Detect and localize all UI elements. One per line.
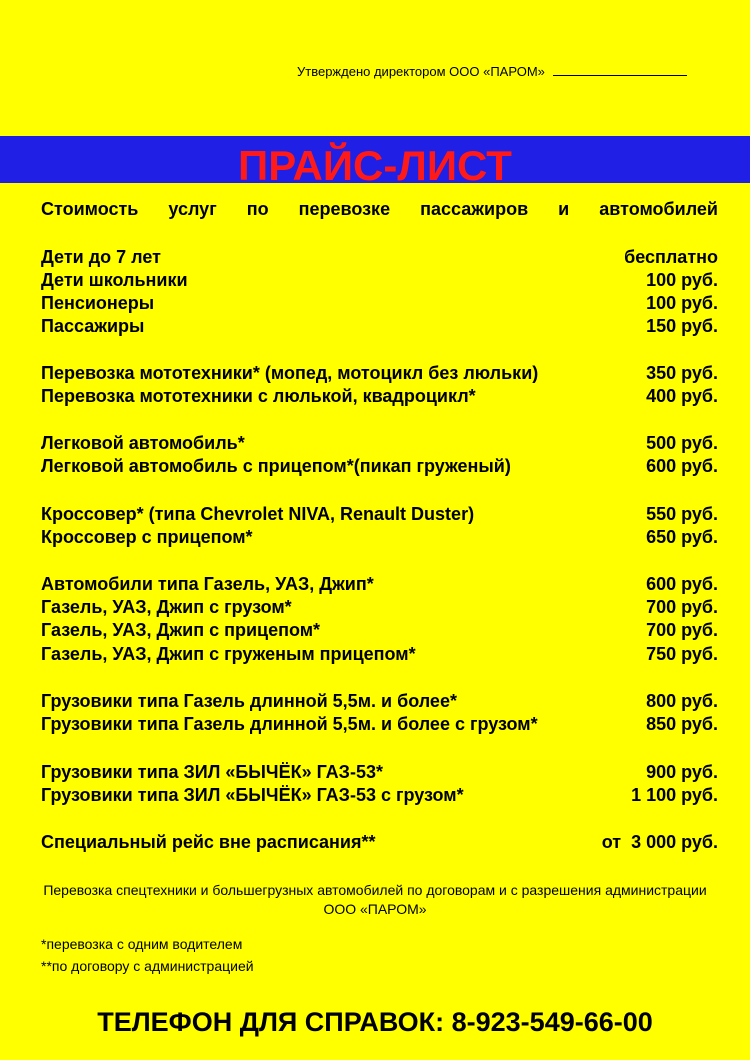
service-name: Легковой автомобиль* [41, 433, 245, 453]
special-transport-note: Перевозка спецтехники и большегрузных автомобилей по договорам и с разрешения администрации ООО «ПАРОМ» [43, 882, 707, 917]
approval-text: Утверждено директором ООО «ПАРОМ» [297, 64, 545, 79]
service-price: 650 руб. [646, 527, 718, 547]
price-row [41, 503, 718, 526]
service-price: 1 100 руб. [631, 785, 718, 805]
price-row [41, 596, 718, 619]
service-price: 350 руб. [646, 363, 718, 383]
price-row [41, 315, 718, 338]
service-price: 700 руб. [646, 597, 718, 617]
approval-line [297, 64, 687, 79]
service-price: 500 руб. [646, 433, 718, 453]
price-row [41, 385, 718, 408]
service-name: Грузовики типа ЗИЛ «БЫЧЁК» ГАЗ-53* [41, 762, 383, 782]
price-row [41, 246, 718, 269]
service-name: Пассажиры [41, 316, 145, 336]
price-row [41, 362, 718, 385]
service-price: бесплатно [624, 247, 718, 267]
signature-line [553, 65, 687, 76]
price-row [41, 526, 718, 549]
service-name: Кроссовер* (типа Chevrolet NIVA, Renault Duster) [41, 504, 475, 524]
service-name: Перевозка мототехники с люлькой, квадроцикл* [41, 386, 476, 406]
service-name: Специальный рейс вне расписания** [41, 832, 376, 852]
service-price: 850 руб. [646, 714, 718, 734]
price-row [41, 784, 718, 807]
service-price: 700 руб. [646, 620, 718, 640]
service-name: Перевозка мототехники* (мопед, мотоцикл без люльки) [41, 363, 539, 383]
service-price: 600 руб. [646, 456, 718, 476]
service-price: 600 руб. [646, 574, 718, 594]
service-price: 800 руб. [646, 691, 718, 711]
price-row [41, 619, 718, 642]
price-row [41, 761, 718, 784]
service-price: 550 руб. [646, 504, 718, 524]
service-price: 100 руб. [646, 293, 718, 313]
footnote-administration: **по договору с администрацией [41, 958, 254, 974]
service-name: Грузовики типа ЗИЛ «БЫЧЁК» ГАЗ-53 с грузом* [41, 785, 464, 805]
price-row [41, 432, 718, 455]
service-name: Дети школьники [41, 270, 188, 290]
service-name: Газель, УАЗ, Джип с груженым прицепом* [41, 644, 416, 664]
price-row [41, 831, 718, 854]
price-row [41, 269, 718, 292]
service-price: от 3 000 руб. [601, 832, 718, 852]
service-name: Пенсионеры [41, 293, 155, 313]
service-name: Газель, УАЗ, Джип с прицепом* [41, 620, 321, 640]
service-price: 750 руб. [646, 644, 718, 664]
service-price: 150 руб. [646, 316, 718, 336]
price-row [41, 573, 718, 596]
page-title: ПРАЙС-ЛИСТ [238, 142, 512, 189]
service-name: Дети до 7 лет [41, 247, 161, 267]
service-price: 900 руб. [646, 762, 718, 782]
service-name: Грузовики типа Газель длинной 5,5м. и более с грузом* [41, 714, 538, 734]
service-name: Грузовики типа Газель длинной 5,5м. и более* [41, 691, 457, 711]
service-name: Кроссовер с прицепом* [41, 527, 253, 547]
price-row [41, 643, 718, 666]
service-price: 100 руб. [646, 270, 718, 290]
phone-info: ТЕЛЕФОН ДЛЯ СПРАВОК: 8-923-549-66-00 [97, 1007, 653, 1037]
service-name: Автомобили типа Газель, УАЗ, Джип* [41, 574, 374, 594]
price-row [41, 713, 718, 736]
price-row [41, 690, 718, 713]
service-name: Легковой автомобиль с прицепом*(пикап груженый) [41, 456, 511, 476]
price-row [41, 292, 718, 315]
price-row [41, 455, 718, 478]
service-name: Газель, УАЗ, Джип с грузом* [41, 597, 292, 617]
subtitle: Стоимость услуг по перевозке пассажиров и автомобилей [41, 199, 718, 219]
service-price: 400 руб. [646, 386, 718, 406]
footnote-single-driver: *перевозка с одним водителем [41, 936, 243, 952]
